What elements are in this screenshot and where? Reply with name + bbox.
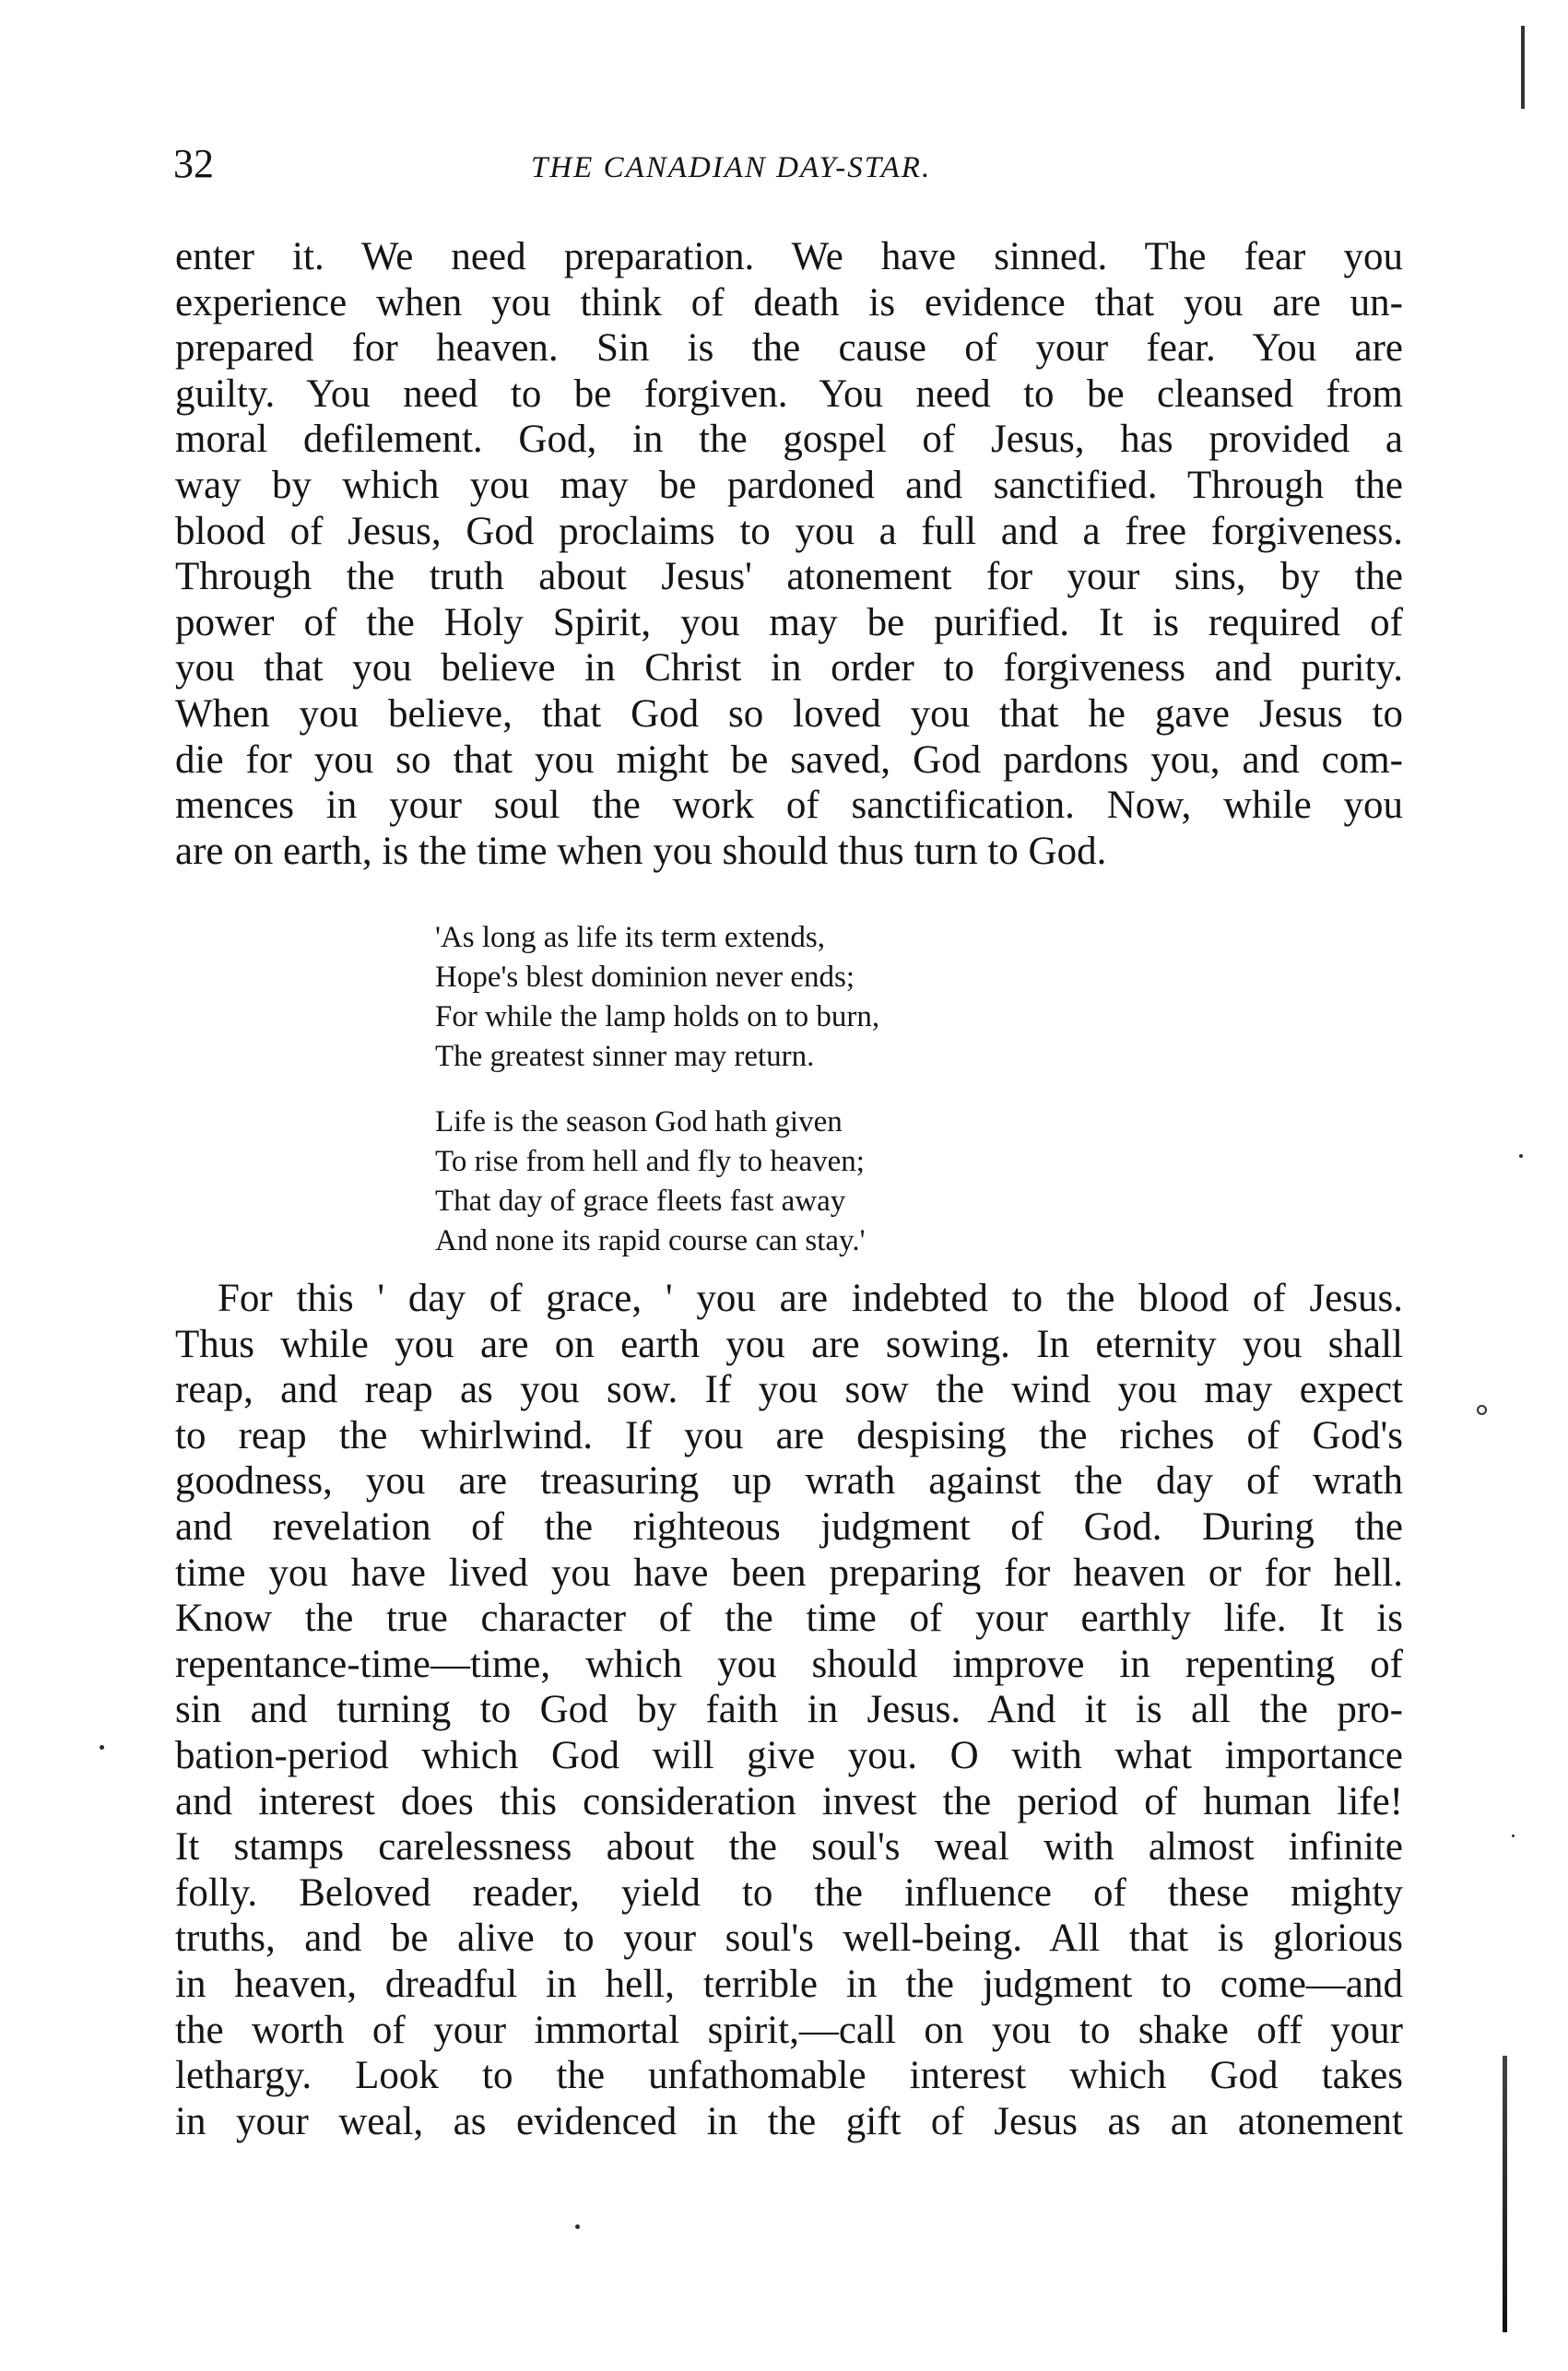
text-line: and interest does this consideration invest the period of human life! (175, 1779, 1403, 1823)
poem-line: That day of grace fleets fast away (435, 1185, 846, 1218)
text-line: in your weal, as evidenced in the gift of Jesus as an atonement (175, 2099, 1403, 2143)
text-line: goodness, you are treasuring up wrath against the day of wrath (175, 1459, 1403, 1504)
text-line: power of the Holy Spirit, you may be purified. It is required of (175, 600, 1403, 644)
poem-line: For while the lamp holds on to burn, (435, 1000, 880, 1033)
scan-speck (1519, 1154, 1523, 1158)
poem-line: To rise from hell and fly to heaven; (435, 1145, 865, 1178)
text-line: in heaven, dreadful in hell, terrible in the judgment to come—and (175, 1963, 1403, 2006)
text-line: die for you so that you might be saved, God pardons you, and com- (175, 737, 1403, 782)
text-line: bation-period which God will give you. O with what importance (175, 1734, 1403, 1777)
text-line: way by which you may be pardoned and sanctified. Through the (175, 464, 1403, 507)
text-line: folly. Beloved reader, yield to the influence of these mighty (175, 1870, 1403, 1915)
text-line: time you have lived you have been preparing for heaven or for hell. (175, 1551, 1403, 1595)
text-line: you that you believe in Christ in order to forgiveness and purity. (175, 646, 1403, 690)
poem-line: And none its rapid course can stay.' (435, 1224, 866, 1257)
text-line: experience when you think of death is evidence that you are un- (175, 280, 1403, 324)
text-line: Thus while you are on earth you are sowing. In eternity you shall (175, 1322, 1403, 1366)
text-line: Through the truth about Jesus' atonement for your sins, by the (175, 555, 1403, 599)
running-header (173, 138, 1399, 194)
text-line: blood of Jesus, God proclaims to you a full and a free forgiveness. (175, 509, 1403, 553)
scan-speck (575, 2224, 580, 2229)
text-line: to reap the whirlwind. If you are despising the riches of God's (175, 1413, 1403, 1457)
text-line: Know the true character of the time of your earthly life. It is (175, 1597, 1403, 1641)
poem-line: 'As long as life its term extends, (435, 921, 825, 954)
scan-edge-mark (1521, 26, 1525, 109)
text-line: For this ' day of grace, ' you are indebted to the blood of Jesus. (218, 1277, 1403, 1320)
text-line: enter it. We need preparation. We have sinned. The fear you (175, 235, 1403, 278)
text-line: repentance-time—time, which you should improve in repenting of (175, 1642, 1403, 1686)
running-title: THE CANADIAN DAY-STAR. (531, 151, 932, 184)
text-line: moral defilement. God, in the gospel of Jesus, has provided a (175, 418, 1403, 462)
poem-line: Hope's blest dominion never ends; (435, 961, 855, 994)
text-line: sin and turning to God by faith in Jesus. And it is all the pro- (175, 1688, 1403, 1732)
text-line: mences in your soul the work of sanctification. Now, while you (175, 784, 1403, 828)
poem-line: The greatest sinner may return. (435, 1040, 815, 1073)
text-line: prepared for heaven. Sin is the cause of your fear. You are (175, 326, 1403, 371)
text-line: reap, and reap as you sow. If you sow the wind you may expect (175, 1368, 1403, 1412)
text-line: lethargy. Look to the unfathomable interest which God takes (175, 2054, 1403, 2098)
text-line: guilty. You need to be forgiven. You need to be cleansed from (175, 372, 1403, 416)
page-number: 32 (173, 141, 214, 186)
scan-edge-mark (1503, 2056, 1507, 2332)
text-line: truths, and be alive to your soul's well-being. All that is glorious (175, 1917, 1403, 1961)
scan-speck (100, 1745, 104, 1750)
scan-speck (1477, 1405, 1487, 1415)
text-line: and revelation of the righteous judgment of God. During the (175, 1505, 1403, 1549)
text-line: the worth of your immortal spirit,—call on you to shake off your (175, 2008, 1403, 2052)
text-line: When you believe, that God so loved you that he gave Jesus to (175, 692, 1403, 736)
scan-speck (1512, 1834, 1515, 1837)
poem-line: Life is the season God hath given (435, 1105, 843, 1138)
text-line: are on earth, is the time when you should thus turn to God. (175, 829, 1107, 873)
text-line: It stamps carelessness about the soul's weal with almost infinite (175, 1825, 1403, 1870)
